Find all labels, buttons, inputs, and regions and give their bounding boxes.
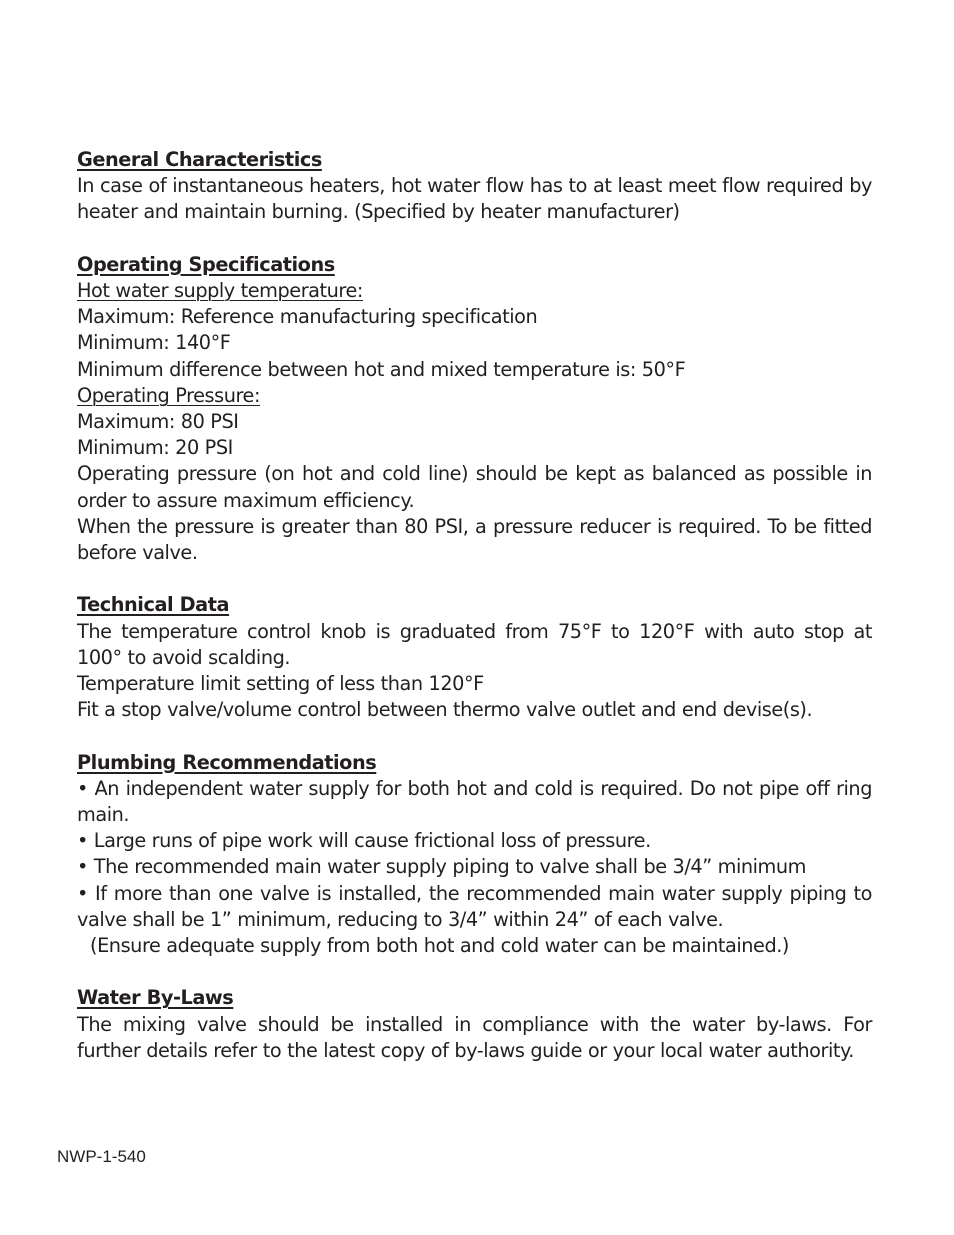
bullet-item: • The recommended main water supply piping to valve shall be 3/4” minimum <box>77 855 806 879</box>
section-plumbing-recommendations <box>77 750 872 960</box>
section-heading: Plumbing Recommendations <box>77 750 377 774</box>
section-water-by-laws <box>77 985 872 1064</box>
section-operating-specifications <box>77 252 872 566</box>
subheading-operating-pressure: Operating Pressure: <box>77 383 261 407</box>
paragraph: When the pressure is greater than 80 PSI, a pressure reducer is required. To be fitted before valve. <box>77 514 872 565</box>
spec-line: Maximum: Reference manufacturing specification <box>77 305 538 329</box>
bullet-item: • An independent water supply for both hot and cold is required. Do not pipe off ring main. <box>77 776 872 827</box>
section-heading: Technical Data <box>77 593 230 617</box>
bullet-item: • If more than one valve is installed, the recommended main water supply piping to valve shall be 1” minimum, reducing to 3/4” within 24” of each valve. <box>77 881 872 931</box>
section-heading: General Characteristics <box>77 148 322 171</box>
paragraph: In case of instantaneous heaters, hot water flow has to at least meet flow required by heater and maintain burning. (Specified by heater manufacturer) <box>77 174 872 224</box>
spec-line: Fit a stop valve/volume control between thermo valve outlet and end devise(s). <box>77 698 813 722</box>
paragraph: The temperature control knob is graduated from 75°F to 120°F with auto stop at 100° to avoid scalding. <box>77 619 872 669</box>
section-heading: Water By-Laws <box>77 986 234 1010</box>
document-body <box>77 147 872 1090</box>
paragraph: The mixing valve should be installed in compliance with the water by-laws. For further details refer to the latest copy of by-laws guide or your local water authority. <box>77 1012 872 1062</box>
bullet-item: • Large runs of pipe work will cause frictional loss of pressure. <box>77 829 651 853</box>
section-technical-data <box>77 592 872 723</box>
spec-line: Maximum: 80 PSI <box>77 410 239 434</box>
spec-line: Minimum: 140°F <box>77 331 231 355</box>
spec-line: Minimum: 20 PSI <box>77 436 233 460</box>
subheading-hot-water-temperature: Hot water supply temperature: <box>77 279 363 302</box>
bullet-note: (Ensure adequate supply from both hot and cold water can be maintained.) <box>90 934 789 958</box>
spec-line: Minimum difference between hot and mixed temperature is: 50°F <box>77 357 686 381</box>
spec-line: Temperature limit setting of less than 120°F <box>77 672 484 696</box>
paragraph: Operating pressure (on hot and cold line) should be kept as balanced as possible in order to assure maximum efficiency. <box>77 462 872 512</box>
section-general-characteristics <box>77 147 872 226</box>
document-code: NWP-1-540 <box>57 1147 146 1166</box>
section-heading: Operating Specifications <box>77 252 335 276</box>
